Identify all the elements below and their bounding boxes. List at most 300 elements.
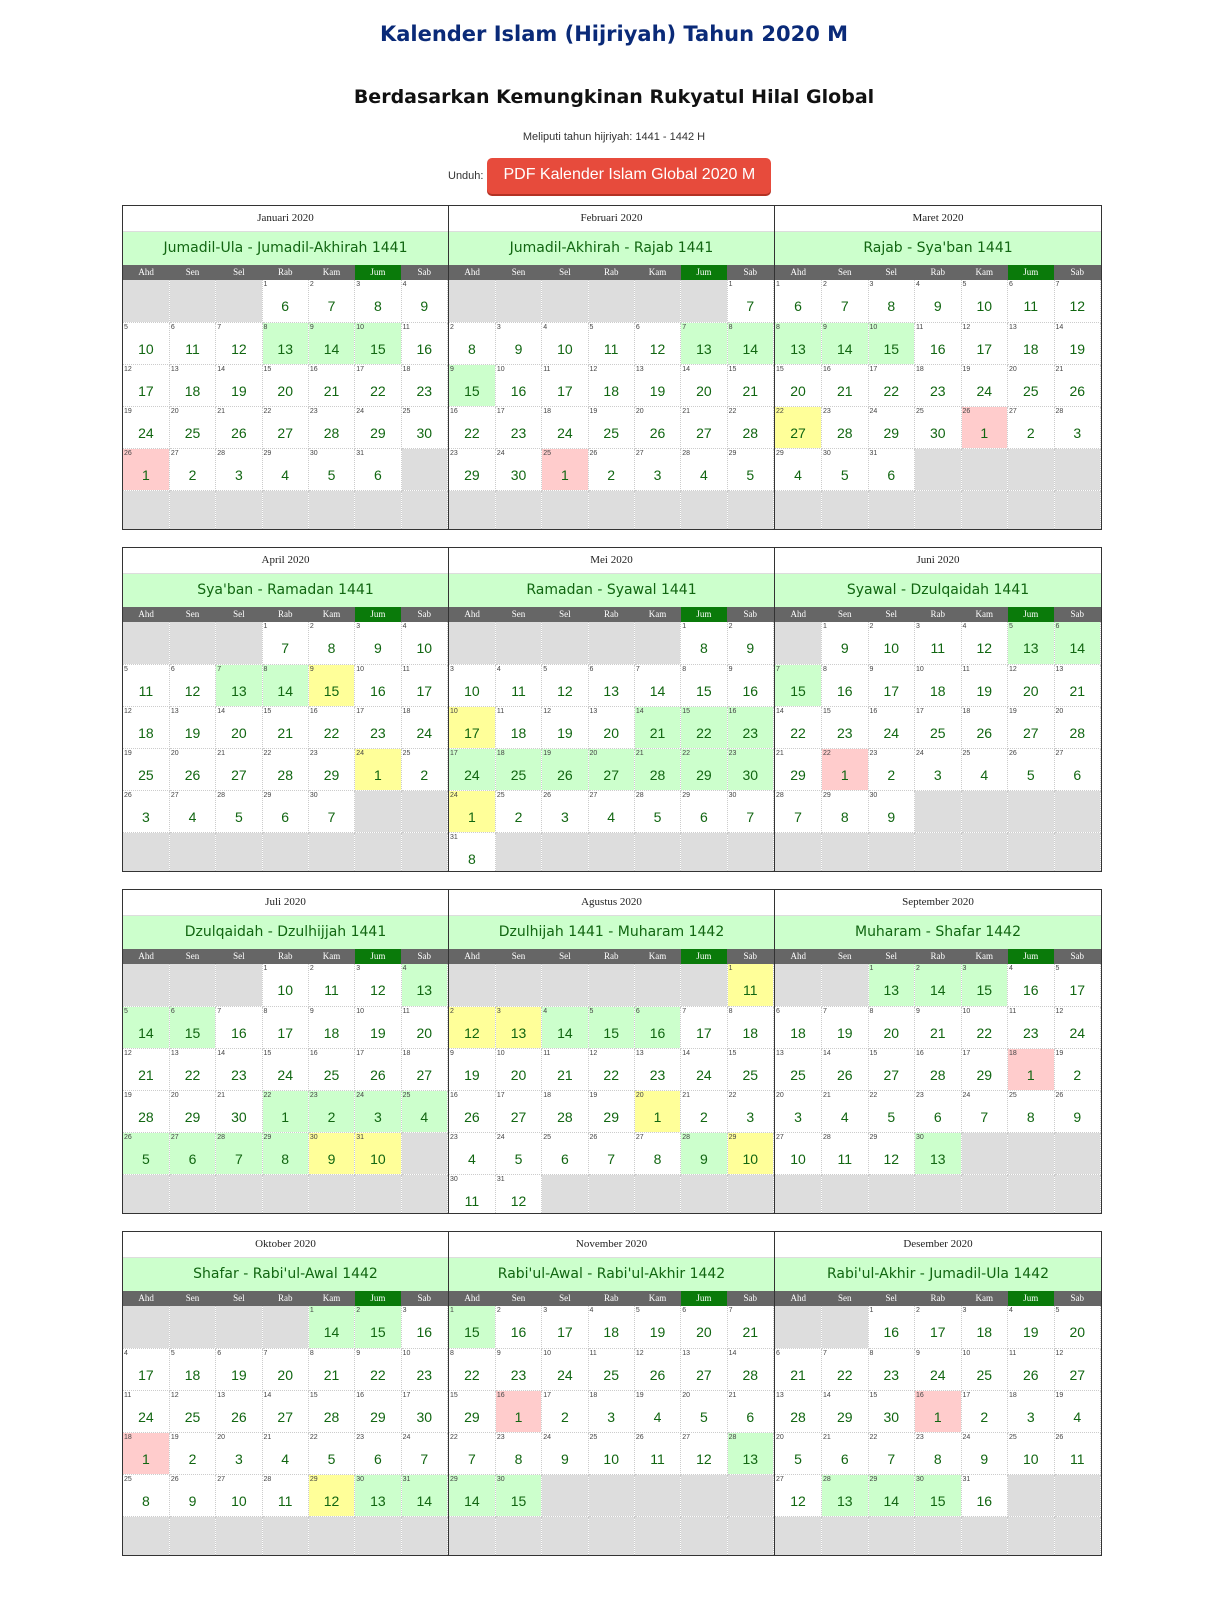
- week-row: [775, 364, 1101, 406]
- gregorian-date: 19: [124, 1091, 132, 1099]
- hijri-date: 5: [794, 1450, 802, 1467]
- hijri-date: 12: [1069, 298, 1086, 314]
- day-cell: [355, 1306, 401, 1348]
- hijri-date: 22: [464, 1366, 480, 1383]
- weekday-header: Sab: [727, 607, 773, 622]
- empty-cell: [588, 622, 634, 664]
- hijri-date: 9: [514, 340, 523, 357]
- day-cell: [868, 1390, 915, 1432]
- day-cell: [634, 1006, 680, 1048]
- empty-cell: [961, 1174, 1008, 1214]
- hijri-date: 21: [323, 382, 340, 399]
- gregorian-date: 18: [496, 749, 505, 757]
- hijri-date: 17: [464, 724, 480, 741]
- month-name: Oktober 2020: [123, 1232, 448, 1258]
- gregorian-date: 19: [170, 1433, 179, 1441]
- hijri-date: 5: [840, 466, 849, 483]
- hijri-date: 1: [468, 808, 476, 825]
- hijri-date: 27: [696, 424, 712, 441]
- gregorian-date: 7: [823, 1007, 827, 1015]
- hijri-date: 20: [790, 382, 806, 399]
- hijri-date: 12: [790, 1492, 806, 1509]
- gregorian-date: 27: [682, 1433, 691, 1441]
- day-cell: [262, 364, 308, 406]
- week-row: [449, 1432, 774, 1474]
- gregorian-date: 7: [1055, 281, 1060, 288]
- day-cell: [775, 1390, 822, 1432]
- day-cell: [123, 364, 169, 406]
- empty-cell: [822, 1174, 869, 1214]
- day-cell: [449, 664, 495, 706]
- gregorian-date: 7: [217, 323, 222, 331]
- hijri-date: 4: [281, 1450, 290, 1467]
- week-row: [123, 964, 448, 1006]
- gregorian-date: 11: [1009, 1007, 1017, 1015]
- gregorian-date: 24: [356, 749, 365, 757]
- day-cell: [1008, 964, 1055, 1006]
- day-cell: [775, 1348, 822, 1390]
- gregorian-date: 13: [170, 1049, 179, 1057]
- gregorian-date: 25: [1009, 1433, 1017, 1441]
- gregorian-date: 18: [1009, 1391, 1017, 1399]
- empty-cell: [634, 832, 680, 872]
- gregorian-date: 8: [263, 1007, 268, 1015]
- hijri-date: 9: [887, 808, 896, 825]
- gregorian-date: 19: [962, 365, 971, 373]
- hijri-date: 10: [277, 982, 293, 998]
- hijri-date: 19: [370, 1024, 386, 1041]
- empty-cell: [588, 490, 634, 530]
- day-cell: [634, 1048, 680, 1090]
- gregorian-date: 21: [635, 749, 644, 757]
- weekday-header: Jum: [1008, 949, 1055, 964]
- hijri-month-name: Ramadan - Syawal 1441: [449, 574, 774, 607]
- hijri-date: 13: [370, 1492, 386, 1509]
- gregorian-date: 22: [682, 749, 691, 757]
- hijri-date: 15: [323, 682, 340, 699]
- hijri-month-name: Sya'ban - Ramadan 1441: [123, 574, 448, 607]
- gregorian-date: 7: [728, 1307, 733, 1314]
- day-cell: [634, 448, 680, 490]
- hijri-date: 8: [468, 340, 476, 357]
- hijri-date: 2: [1026, 424, 1035, 441]
- hijri-date: 12: [510, 1192, 527, 1209]
- hijri-date: 17: [696, 1024, 712, 1041]
- gregorian-date: 20: [682, 1391, 691, 1399]
- gregorian-date: 13: [170, 365, 179, 373]
- day-cell: [169, 664, 215, 706]
- hijri-date: 17: [138, 382, 154, 399]
- day-cell: [449, 448, 495, 490]
- day-cell: [542, 790, 588, 832]
- hijri-date: 19: [649, 1324, 666, 1340]
- day-cell: [401, 1474, 447, 1516]
- gregorian-date: 8: [728, 1007, 733, 1015]
- day-cell: [449, 1006, 495, 1048]
- gregorian-date: 5: [170, 1349, 175, 1357]
- weekday-header: Rab: [915, 1291, 962, 1306]
- weekday-header: Sel: [868, 265, 915, 280]
- gregorian-date: 15: [450, 1391, 458, 1399]
- hijri-date: 5: [699, 1408, 708, 1425]
- gregorian-date: 14: [823, 1049, 831, 1057]
- gregorian-date: 23: [356, 1433, 365, 1441]
- empty-cell: [123, 964, 169, 1006]
- gregorian-date: 19: [589, 1091, 598, 1099]
- gregorian-date: 28: [728, 1433, 737, 1441]
- day-cell: [169, 364, 215, 406]
- hijri-date: 27: [277, 1408, 293, 1425]
- hijri-date: 30: [510, 466, 527, 483]
- hijri-date: 4: [794, 466, 802, 483]
- hijri-date: 21: [742, 382, 759, 399]
- day-cell: [681, 1048, 727, 1090]
- weekday-header: Jum: [681, 1291, 727, 1306]
- gregorian-date: 31: [962, 1475, 971, 1483]
- weekday-header: Kam: [634, 949, 680, 964]
- empty-cell: [822, 1516, 869, 1556]
- gregorian-date: 27: [635, 1133, 644, 1141]
- week-row: [123, 1348, 448, 1390]
- day-cell: [355, 748, 401, 790]
- week-row: [449, 1006, 774, 1048]
- day-cell: [727, 664, 773, 706]
- weekday-header: Sen: [169, 607, 215, 622]
- empty-cell: [915, 1516, 962, 1556]
- day-cell: [355, 1132, 401, 1174]
- gregorian-date: 6: [682, 1307, 687, 1314]
- empty-cell: [1054, 1474, 1101, 1516]
- hijri-month-name: Shafar - Rabi'ul-Awal 1442: [123, 1258, 448, 1291]
- day-cell: [495, 448, 541, 490]
- gregorian-date: 1: [728, 965, 733, 972]
- day-cell: [775, 790, 822, 832]
- gregorian-date: 12: [1009, 665, 1017, 673]
- empty-cell: [308, 490, 354, 530]
- day-cell: [822, 448, 869, 490]
- day-cell: [542, 1390, 588, 1432]
- hijri-date: 18: [1022, 340, 1039, 357]
- hijri-date: 3: [1026, 1408, 1035, 1425]
- day-cell: [727, 748, 773, 790]
- day-cell: [822, 364, 869, 406]
- week-row: [449, 790, 774, 832]
- day-cell: [542, 364, 588, 406]
- weekday-header: Sen: [822, 949, 869, 964]
- gregorian-date: 22: [309, 1433, 318, 1441]
- day-cell: [542, 322, 588, 364]
- gregorian-date: 21: [217, 407, 225, 415]
- day-cell: [1008, 364, 1055, 406]
- month-calendar: [448, 1231, 774, 1556]
- hijri-date: 1: [281, 1108, 290, 1125]
- month-table: [775, 1291, 1101, 1556]
- hijri-date: 29: [370, 424, 386, 441]
- day-cell: [308, 1006, 354, 1048]
- week-row: [123, 1306, 448, 1348]
- hijri-date: 20: [277, 1366, 293, 1383]
- day-cell: [822, 1132, 869, 1174]
- gregorian-date: 9: [309, 323, 314, 331]
- gregorian-date: 9: [869, 665, 874, 673]
- week-row: [449, 1474, 774, 1516]
- day-cell: [542, 1432, 588, 1474]
- hijri-date: 19: [649, 382, 666, 399]
- empty-cell: [634, 1516, 680, 1556]
- day-cell: [262, 322, 308, 364]
- gregorian-date: 21: [682, 1091, 691, 1099]
- gregorian-date: 2: [823, 281, 827, 288]
- hijri-date: 29: [883, 424, 900, 441]
- gregorian-date: 14: [635, 707, 644, 715]
- day-cell: [216, 748, 262, 790]
- day-cell: [915, 1048, 962, 1090]
- empty-cell: [308, 1174, 354, 1214]
- hijri-date: 8: [327, 640, 336, 656]
- day-cell: [542, 1006, 588, 1048]
- weekday-header: Kam: [961, 607, 1008, 622]
- day-cell: [961, 322, 1008, 364]
- day-cell: [915, 1432, 962, 1474]
- day-cell: [681, 748, 727, 790]
- day-cell: [495, 706, 541, 748]
- hijri-date: 23: [510, 424, 527, 441]
- empty-cell: [961, 1516, 1008, 1556]
- day-cell: [123, 706, 169, 748]
- day-cell: [915, 1006, 962, 1048]
- empty-cell: [216, 964, 262, 1006]
- weekday-header: Sel: [868, 607, 915, 622]
- hijri-date: 19: [231, 1366, 247, 1383]
- day-cell: [1008, 406, 1055, 448]
- empty-cell: [634, 964, 680, 1006]
- gregorian-date: 2: [916, 965, 920, 972]
- week-row: [123, 1132, 448, 1174]
- day-cell: [169, 322, 215, 364]
- week-row: [123, 1048, 448, 1090]
- week-row: [775, 706, 1101, 748]
- gregorian-date: 25: [543, 1133, 551, 1141]
- week-row: [449, 322, 774, 364]
- gregorian-date: 17: [496, 1091, 505, 1099]
- hijri-date: 20: [416, 1024, 433, 1041]
- hijri-date: 8: [699, 640, 708, 656]
- hijri-date: 29: [464, 466, 480, 483]
- day-cell: [542, 1306, 588, 1348]
- weekday-header: Jum: [1008, 265, 1055, 280]
- weekday-header: Jum: [355, 1291, 401, 1306]
- month-calendar: [122, 205, 448, 530]
- weekday-header: Ahd: [123, 265, 169, 280]
- hijri-date: 6: [794, 298, 802, 314]
- day-cell: [588, 706, 634, 748]
- hijri-date: 6: [373, 1450, 382, 1467]
- day-cell: [495, 1306, 541, 1348]
- gregorian-date: 3: [869, 281, 874, 288]
- gregorian-date: 15: [776, 365, 784, 373]
- hijri-date: 12: [464, 1024, 480, 1041]
- gregorian-date: 1: [263, 281, 268, 288]
- day-cell: [216, 1048, 262, 1090]
- calendar-grid: [122, 205, 1106, 1573]
- hijri-date: 28: [277, 766, 293, 783]
- gregorian-date: 15: [869, 1049, 878, 1057]
- empty-cell: [588, 1516, 634, 1556]
- hijri-date: 9: [188, 1492, 197, 1509]
- day-cell: [681, 622, 727, 664]
- hijri-date: 13: [416, 982, 433, 998]
- hijri-date: 8: [373, 298, 382, 314]
- gregorian-date: 5: [589, 323, 594, 331]
- week-row: [449, 964, 774, 1006]
- gregorian-date: 5: [124, 323, 128, 331]
- day-cell: [123, 322, 169, 364]
- empty-cell: [727, 1474, 773, 1516]
- hijri-date: 3: [373, 1108, 382, 1125]
- hijri-date: 30: [883, 1408, 900, 1425]
- gregorian-date: 8: [263, 323, 268, 331]
- day-cell: [495, 1348, 541, 1390]
- hijri-date: 18: [603, 1324, 619, 1340]
- day-cell: [123, 448, 169, 490]
- hijri-date: 16: [742, 682, 759, 699]
- gregorian-date: 15: [728, 365, 737, 373]
- gregorian-date: 23: [916, 1091, 924, 1099]
- gregorian-date: 13: [635, 365, 644, 373]
- hijri-date: 17: [557, 1324, 573, 1340]
- day-cell: [915, 664, 962, 706]
- weekday-header: Sel: [216, 949, 262, 964]
- weekday-header: Sab: [401, 1291, 447, 1306]
- day-cell: [355, 622, 401, 664]
- gregorian-date: 17: [543, 1391, 551, 1399]
- gregorian-date: 31: [450, 833, 458, 841]
- day-cell: [355, 1006, 401, 1048]
- hijri-date: 30: [231, 1108, 247, 1125]
- gregorian-date: 21: [217, 1091, 225, 1099]
- day-cell: [216, 448, 262, 490]
- hijri-date: 21: [790, 1366, 806, 1383]
- month-calendar: [774, 205, 1102, 530]
- gregorian-date: 3: [962, 965, 967, 972]
- hijri-date: 24: [138, 424, 154, 441]
- hijri-date: 5: [887, 1108, 896, 1125]
- day-cell: [868, 448, 915, 490]
- gregorian-date: 10: [356, 1007, 365, 1015]
- gregorian-date: 20: [170, 1091, 179, 1099]
- day-cell: [915, 748, 962, 790]
- empty-cell: [1054, 1132, 1101, 1174]
- gregorian-date: 24: [356, 407, 365, 415]
- gregorian-date: 25: [916, 407, 924, 415]
- gregorian-date: 21: [823, 1433, 831, 1441]
- hijri-date: 8: [514, 1450, 523, 1467]
- day-cell: [169, 1132, 215, 1174]
- hijri-date: 5: [142, 1150, 150, 1167]
- gregorian-date: 26: [124, 1133, 132, 1141]
- hijri-date: 7: [281, 640, 290, 656]
- weekday-header: Sel: [542, 607, 588, 622]
- hijri-date: 14: [464, 1492, 480, 1509]
- empty-cell: [495, 490, 541, 530]
- gregorian-date: 12: [589, 1049, 598, 1057]
- month-name: Juni 2020: [775, 548, 1101, 574]
- day-cell: [308, 1132, 354, 1174]
- weekday-header: Ahd: [449, 949, 495, 964]
- hijri-date: 15: [929, 1492, 946, 1509]
- hijri-date: 4: [607, 808, 616, 825]
- day-cell: [1054, 664, 1101, 706]
- weekday-header: Jum: [681, 607, 727, 622]
- gregorian-date: 14: [217, 365, 225, 373]
- gregorian-date: 23: [728, 749, 737, 757]
- hijri-date: 14: [883, 1492, 900, 1509]
- empty-cell: [961, 448, 1008, 490]
- gregorian-date: 6: [776, 1349, 780, 1357]
- gregorian-date: 2: [309, 623, 314, 630]
- gregorian-date: 9: [309, 1007, 314, 1015]
- gregorian-date: 18: [124, 1433, 132, 1441]
- hijri-date: 16: [231, 1024, 247, 1041]
- empty-cell: [216, 490, 262, 530]
- day-cell: [308, 706, 354, 748]
- day-cell: [961, 1048, 1008, 1090]
- day-cell: [1008, 622, 1055, 664]
- gregorian-date: 3: [356, 281, 361, 288]
- hijri-date: 10: [603, 1450, 619, 1467]
- gregorian-date: 2: [869, 623, 874, 630]
- hijri-date: 23: [742, 724, 759, 741]
- day-cell: [727, 1432, 773, 1474]
- day-cell: [681, 706, 727, 748]
- hijri-date: 5: [327, 1450, 336, 1467]
- week-row: [775, 1006, 1101, 1048]
- weekday-header: Kam: [634, 1291, 680, 1306]
- hijri-date: 16: [836, 682, 853, 699]
- gregorian-date: 11: [496, 707, 505, 715]
- day-cell: [449, 1306, 495, 1348]
- day-cell: [308, 664, 354, 706]
- gregorian-date: 30: [356, 1475, 365, 1483]
- gregorian-date: 27: [776, 1133, 784, 1141]
- gregorian-date: 25: [589, 1433, 598, 1441]
- gregorian-date: 17: [496, 407, 505, 415]
- gregorian-date: 28: [823, 1133, 831, 1141]
- gregorian-date: 23: [309, 749, 318, 757]
- hijri-date: 10: [464, 682, 480, 699]
- weekday-header: Kam: [961, 949, 1008, 964]
- download-pdf-button[interactable]: PDF Kalender Islam Global 2020 M: [487, 158, 771, 194]
- day-cell: [169, 1474, 215, 1516]
- month-table: [775, 265, 1101, 530]
- gregorian-date: 18: [402, 1049, 411, 1057]
- hijri-date: 11: [930, 640, 946, 656]
- gregorian-date: 27: [1009, 407, 1017, 415]
- day-cell: [681, 322, 727, 364]
- gregorian-date: 29: [728, 449, 737, 457]
- gregorian-date: 18: [543, 1091, 551, 1099]
- hijri-date: 15: [510, 1492, 527, 1509]
- day-cell: [216, 1474, 262, 1516]
- hijri-date: 8: [933, 1450, 942, 1467]
- day-cell: [727, 406, 773, 448]
- day-cell: [822, 1474, 869, 1516]
- weekday-header: Sel: [542, 949, 588, 964]
- hijri-date: 9: [373, 640, 382, 656]
- hijri-date: 3: [234, 466, 243, 483]
- hijri-date: 16: [883, 1324, 900, 1340]
- day-cell: [775, 1090, 822, 1132]
